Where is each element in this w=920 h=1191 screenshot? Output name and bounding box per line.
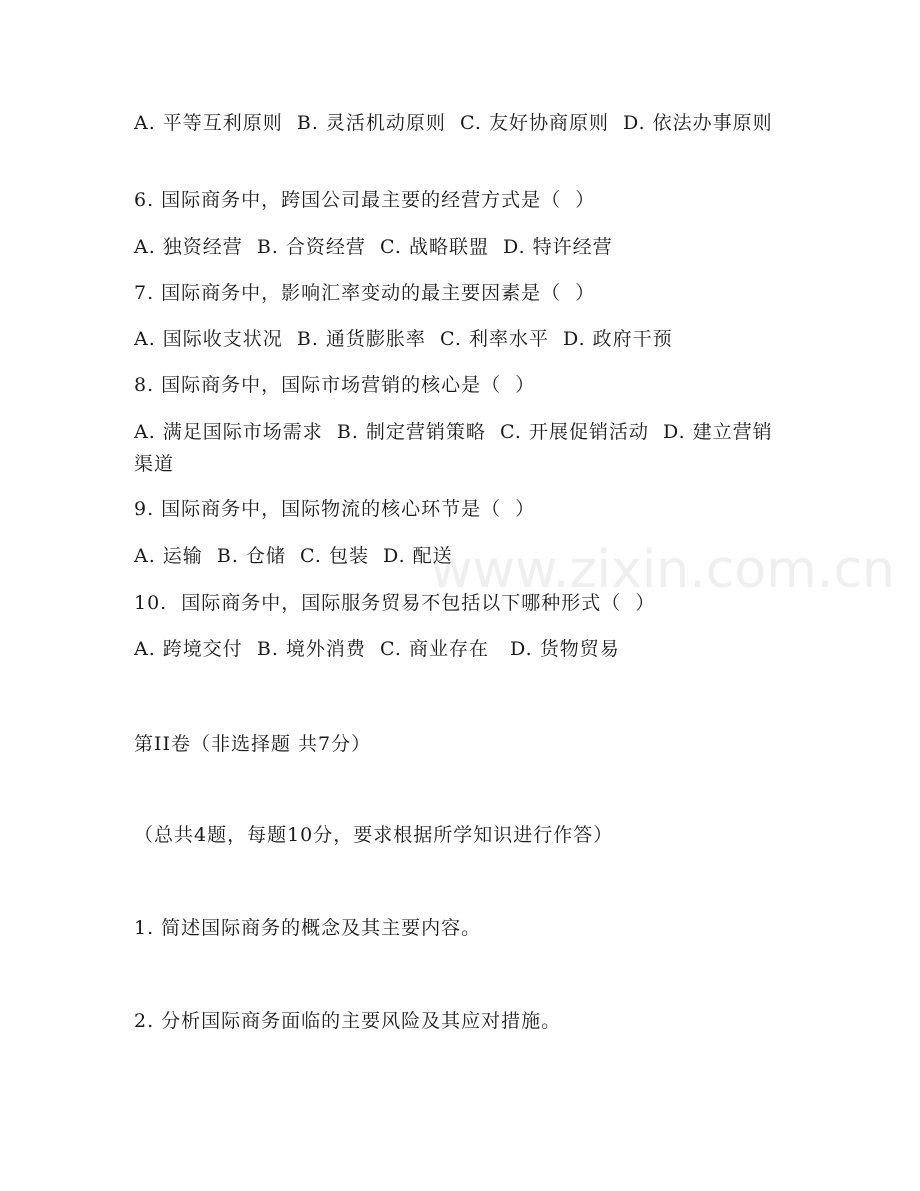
part2-instructions: （总共4题，每题10分，要求根据所学知识进行作答） xyxy=(134,824,614,846)
q7-options: A. 国际收支状况 B. 通货膨胀率 C. 利率水平 D. 政府干预 xyxy=(134,328,673,350)
watermark: www.zixin.com.cn xyxy=(430,540,895,600)
q5-options: A. 平等互利原则 B. 灵活机动原则 C. 友好协商原则 D. 依法办事原则 xyxy=(134,112,773,134)
question-8: 8. 国际商务中，国际市场营销的核心是（ ） xyxy=(134,374,536,396)
question-10: 10. 国际商务中，国际服务贸易不包括以下哪种形式（ ） xyxy=(134,592,656,614)
q10-options: A. 跨境交付 B. 境外消费 C. 商业存在 D. 货物贸易 xyxy=(134,638,620,660)
essay-question-2: 2. 分析国际商务面临的主要风险及其应对措施。 xyxy=(134,1010,562,1032)
q6-options: A. 独资经营 B. 合资经营 C. 战略联盟 D. 特许经营 xyxy=(134,236,613,258)
q8-options: A. 满足国际市场需求 B. 制定营销策略 C. 开展促销活动 D. 建立营销渠道 xyxy=(134,421,773,475)
q9-options: A. 运输 B. 仓储 C. 包装 D. 配送 xyxy=(134,545,453,567)
question-6: 6. 国际商务中，跨国公司最主要的经营方式是（ ） xyxy=(134,189,596,211)
essay-question-1: 1. 简述国际商务的概念及其主要内容。 xyxy=(134,917,482,939)
part2-title: 第II卷（非选择题 共7分） xyxy=(134,733,372,755)
question-9: 9. 国际商务中，国际物流的核心环节是（ ） xyxy=(134,498,536,520)
question-7: 7. 国际商务中，影响汇率变动的最主要因素是（ ） xyxy=(134,282,596,304)
